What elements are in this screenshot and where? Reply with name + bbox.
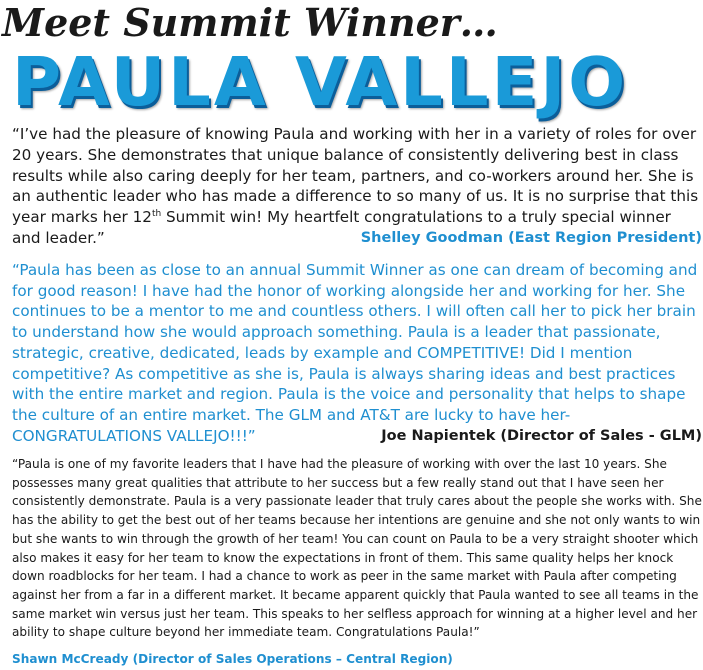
quote-1: [12, 124, 702, 249]
quote-2: [12, 260, 702, 446]
quote-3: [12, 455, 702, 642]
quote-1-text-part-2: Summit win! My heartfelt congratulations to a truly special winner and leader.”: [12, 208, 671, 247]
quote-1-author: Shelley Goodman (East Region President): [360, 229, 702, 246]
quote-1-text-part-1: “I’ve had the pleasure of knowing Paula and working with her in a variety of roles for over 20 years. She demonstrates that unique balance of consistently delivering best in class results while also caring deeply for her team, partners, and co-workers around her. She is an authentic leader who has made a difference to so many of us. It is no surprise that this year marks her 12: [12, 125, 699, 227]
winner-name-heading: PAULA VALLEJO: [12, 43, 629, 121]
quote-1-superscript: th: [151, 209, 162, 220]
quote-3-text: “Paula is one of my favorite leaders that I have had the pleasure of working with over the last 10 years. She possesses many great qualities that attribute to her success but a few really stand out that I have seen her consistently demonstrate. Paula is a very passionate leader that truly cares about the people she works with. She has the ability to get the best out of her teams because her intentions are genuine and she not only wants to win but she wants to win through the growth of her team! You can count on Paula to be a very straight shooter which also makes it easy for her team to know the expectations in front of them. This same quality helps her knock down roadblocks for her team. I had a chance to work as peer in the same market with Paula after competing against her from a far in a different market. It became apparent quickly that Paula wanted to see all teams in the same market win versus just her team. This speaks to her selfless approach for winning at a higher level and her ability to shape culture beyond her immediate team. Congratulations Paula!”: [12, 457, 702, 640]
quote-3-author: Shawn McCready (Director of Sales Operations – Central Region): [12, 652, 453, 666]
quote-2-author: Joe Napientek (Director of Sales - GLM): [381, 427, 702, 444]
quote-2-text: “Paula has been as close to an annual Summit Winner as one can dream of becoming and for good reason! I have had the honor of working alongside her and working for her. She continues to be a mentor to me and countless others. I will often call her to pick her brain to understand how she would approach something. Paula is a leader that passionate, strategic, creative, dedicated, leads by example and COMPETITIVE! Did I mention competitive? As competitive as she is, Paula is always sharing ideas and best practices with the entire market and region. Paula is the voice and personality that helps to shape the culture of an entire market. The GLM and AT&T are lucky to have her- CONGRATULATIONS VALLEJO!!!”: [12, 261, 698, 445]
kicker-heading: Meet Summit Winner…: [2, 0, 498, 45]
